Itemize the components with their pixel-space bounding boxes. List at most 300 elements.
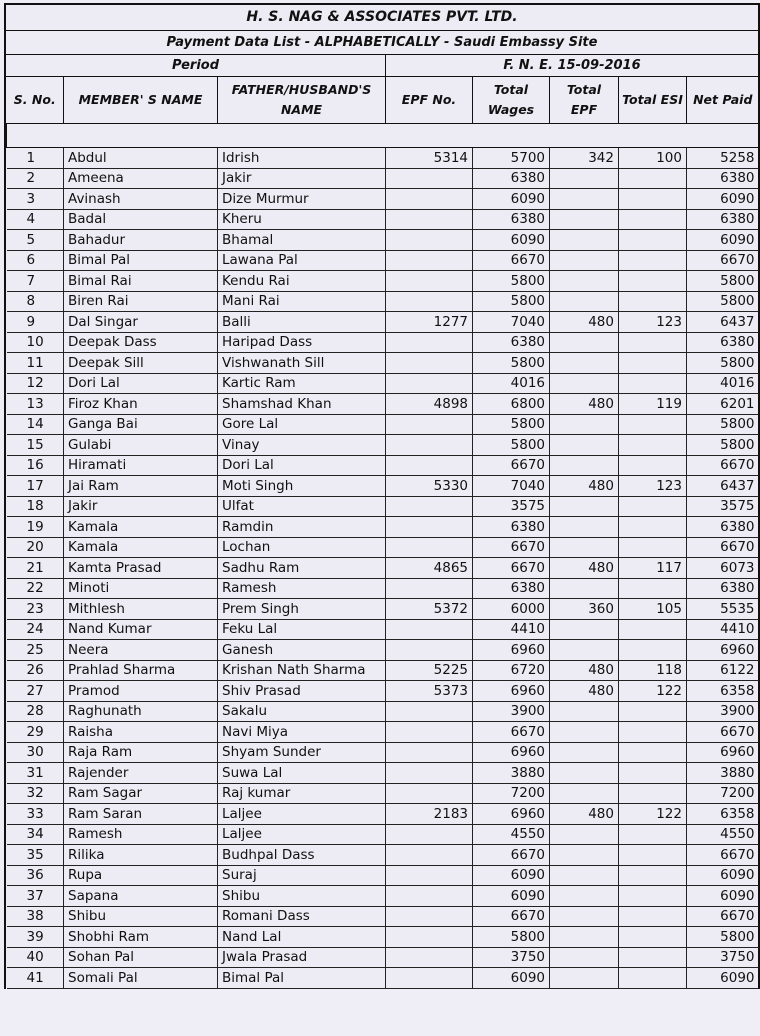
- cell-total-esi: [619, 742, 687, 763]
- cell-total-wages: 6960: [473, 640, 550, 661]
- cell-father-name: Dize Murmur: [218, 189, 386, 210]
- cell-total-epf: 480: [550, 394, 619, 415]
- period-value: F. N. E. 15-09-2016: [503, 58, 641, 73]
- cell-net-paid: 5800: [687, 271, 759, 292]
- cell-member-name: Bimal Rai: [64, 271, 218, 292]
- table-row: [7, 722, 759, 743]
- cell-total-wages: 6670: [473, 250, 550, 271]
- cell-total-esi: [619, 271, 687, 292]
- cell-epf-no: [386, 250, 473, 271]
- cell-sno: 21: [7, 558, 64, 579]
- cell-father-name: Shibu: [218, 886, 386, 907]
- cell-net-paid: 6122: [687, 660, 759, 681]
- cell-total-esi: [619, 947, 687, 968]
- cell-member-name: Kamala: [64, 537, 218, 558]
- cell-sno: 14: [7, 414, 64, 435]
- cell-total-epf: 480: [550, 558, 619, 579]
- table-row: [7, 189, 759, 210]
- cell-net-paid: 6670: [687, 537, 759, 558]
- cell-net-paid: 6090: [687, 865, 759, 886]
- cell-total-epf: [550, 537, 619, 558]
- cell-epf-no: [386, 537, 473, 558]
- cell-father-name: Ganesh: [218, 640, 386, 661]
- cell-total-esi: [619, 537, 687, 558]
- cell-father-name: Balli: [218, 312, 386, 333]
- cell-epf-no: [386, 168, 473, 189]
- payment-sheet: [4, 3, 760, 989]
- cell-total-esi: [619, 496, 687, 517]
- cell-total-esi: 117: [619, 558, 687, 579]
- cell-member-name: Dal Singar: [64, 312, 218, 333]
- cell-net-paid: 6090: [687, 886, 759, 907]
- cell-father-name: Kheru: [218, 209, 386, 230]
- cell-total-epf: [550, 168, 619, 189]
- cell-total-wages: 6090: [473, 886, 550, 907]
- cell-total-epf: [550, 783, 619, 804]
- table-row: [7, 578, 759, 599]
- cell-total-epf: [550, 230, 619, 251]
- cell-epf-no: [386, 865, 473, 886]
- cell-father-name: Jwala Prasad: [218, 947, 386, 968]
- cell-total-esi: [619, 968, 687, 989]
- cell-net-paid: 6437: [687, 476, 759, 497]
- cell-total-epf: 480: [550, 660, 619, 681]
- cell-total-esi: [619, 701, 687, 722]
- cell-epf-no: [386, 291, 473, 312]
- cell-total-epf: 480: [550, 681, 619, 702]
- cell-total-wages: 6960: [473, 804, 550, 825]
- cell-sno: 19: [7, 517, 64, 538]
- cell-net-paid: 6380: [687, 168, 759, 189]
- cell-sno: 27: [7, 681, 64, 702]
- cell-total-epf: [550, 947, 619, 968]
- cell-total-wages: 3750: [473, 947, 550, 968]
- cell-father-name: Shyam Sunder: [218, 742, 386, 763]
- cell-father-name: Idrish: [218, 148, 386, 169]
- cell-father-name: Lochan: [218, 537, 386, 558]
- cell-father-name: Moti Singh: [218, 476, 386, 497]
- cell-sno: 9: [7, 312, 64, 333]
- cell-net-paid: 5800: [687, 435, 759, 456]
- cell-father-name: Sadhu Ram: [218, 558, 386, 579]
- cell-total-esi: [619, 845, 687, 866]
- cell-total-esi: 122: [619, 681, 687, 702]
- cell-epf-no: [386, 332, 473, 353]
- cell-member-name: Firoz Khan: [64, 394, 218, 415]
- col-header-epf-no: EPF No.: [386, 77, 473, 124]
- cell-total-epf: [550, 906, 619, 927]
- cell-father-name: Kartic Ram: [218, 373, 386, 394]
- cell-total-esi: [619, 578, 687, 599]
- cell-epf-no: [386, 619, 473, 640]
- cell-father-name: Nand Lal: [218, 927, 386, 948]
- table-row: [7, 209, 759, 230]
- cell-total-epf: [550, 271, 619, 292]
- cell-net-paid: 6380: [687, 578, 759, 599]
- cell-member-name: Ganga Bai: [64, 414, 218, 435]
- cell-total-epf: [550, 250, 619, 271]
- cell-net-paid: 6201: [687, 394, 759, 415]
- cell-total-wages: 6380: [473, 209, 550, 230]
- cell-sno: 31: [7, 763, 64, 784]
- cell-total-esi: [619, 619, 687, 640]
- table-row: [7, 250, 759, 271]
- table-row: [7, 763, 759, 784]
- cell-sno: 1: [7, 148, 64, 169]
- table-row: [7, 599, 759, 620]
- cell-total-wages: 6670: [473, 845, 550, 866]
- table-row: [7, 517, 759, 538]
- cell-total-esi: [619, 373, 687, 394]
- table-row: [7, 558, 759, 579]
- cell-net-paid: 5535: [687, 599, 759, 620]
- cell-father-name: Laljee: [218, 824, 386, 845]
- table-row: [7, 414, 759, 435]
- table-row: [7, 906, 759, 927]
- cell-father-name: Shamshad Khan: [218, 394, 386, 415]
- cell-total-esi: [619, 332, 687, 353]
- cell-total-esi: [619, 230, 687, 251]
- cell-epf-no: 4865: [386, 558, 473, 579]
- cell-total-wages: 6800: [473, 394, 550, 415]
- cell-total-epf: 480: [550, 804, 619, 825]
- cell-total-epf: [550, 414, 619, 435]
- table-row: [7, 742, 759, 763]
- cell-epf-no: [386, 968, 473, 989]
- cell-total-esi: [619, 455, 687, 476]
- cell-total-epf: [550, 968, 619, 989]
- cell-member-name: Deepak Sill: [64, 353, 218, 374]
- cell-member-name: Bahadur: [64, 230, 218, 251]
- cell-total-epf: [550, 435, 619, 456]
- cell-member-name: Nand Kumar: [64, 619, 218, 640]
- cell-member-name: Biren Rai: [64, 291, 218, 312]
- cell-father-name: Suraj: [218, 865, 386, 886]
- cell-epf-no: [386, 886, 473, 907]
- cell-total-epf: [550, 845, 619, 866]
- cell-sno: 32: [7, 783, 64, 804]
- cell-total-epf: [550, 332, 619, 353]
- cell-total-esi: 118: [619, 660, 687, 681]
- cell-total-epf: [550, 742, 619, 763]
- cell-father-name: Feku Lal: [218, 619, 386, 640]
- cell-father-name: Gore Lal: [218, 414, 386, 435]
- table-row: [7, 312, 759, 333]
- cell-total-epf: [550, 865, 619, 886]
- cell-net-paid: 6960: [687, 742, 759, 763]
- cell-member-name: Deepak Dass: [64, 332, 218, 353]
- cell-sno: 13: [7, 394, 64, 415]
- cell-member-name: Raghunath: [64, 701, 218, 722]
- cell-total-wages: 6670: [473, 537, 550, 558]
- cell-total-wages: 3880: [473, 763, 550, 784]
- cell-net-paid: 5800: [687, 927, 759, 948]
- table-row: [7, 353, 759, 374]
- cell-sno: 24: [7, 619, 64, 640]
- table-row: [7, 845, 759, 866]
- cell-epf-no: 5314: [386, 148, 473, 169]
- cell-total-epf: [550, 455, 619, 476]
- cell-member-name: Ram Sagar: [64, 783, 218, 804]
- cell-epf-no: [386, 578, 473, 599]
- cell-total-wages: 3575: [473, 496, 550, 517]
- cell-net-paid: 3900: [687, 701, 759, 722]
- cell-total-wages: 6960: [473, 742, 550, 763]
- cell-total-wages: 5800: [473, 291, 550, 312]
- cell-member-name: Ameena: [64, 168, 218, 189]
- cell-epf-no: [386, 722, 473, 743]
- period-row: [6, 55, 758, 77]
- cell-sno: 20: [7, 537, 64, 558]
- table-row: [7, 968, 759, 989]
- cell-total-epf: [550, 291, 619, 312]
- cell-father-name: Sakalu: [218, 701, 386, 722]
- cell-total-wages: 6090: [473, 865, 550, 886]
- cell-epf-no: [386, 517, 473, 538]
- table-row: [7, 701, 759, 722]
- cell-total-wages: 5700: [473, 148, 550, 169]
- cell-total-epf: [550, 701, 619, 722]
- cell-total-epf: [550, 824, 619, 845]
- cell-sno: 38: [7, 906, 64, 927]
- cell-member-name: Hiramati: [64, 455, 218, 476]
- table-row: [7, 824, 759, 845]
- table-row: [7, 783, 759, 804]
- cell-father-name: Shiv Prasad: [218, 681, 386, 702]
- cell-total-wages: 5800: [473, 353, 550, 374]
- cell-sno: 5: [7, 230, 64, 251]
- col-header-net: Net Paid: [687, 77, 759, 124]
- cell-epf-no: [386, 455, 473, 476]
- table-row: [7, 271, 759, 292]
- table-row: [7, 455, 759, 476]
- cell-total-esi: 100: [619, 148, 687, 169]
- cell-net-paid: 6380: [687, 332, 759, 353]
- cell-total-wages: 6380: [473, 517, 550, 538]
- cell-net-paid: 6358: [687, 681, 759, 702]
- cell-net-paid: 6670: [687, 250, 759, 271]
- cell-sno: 25: [7, 640, 64, 661]
- table-row: [7, 886, 759, 907]
- cell-total-esi: [619, 250, 687, 271]
- cell-net-paid: 5258: [687, 148, 759, 169]
- cell-member-name: Jai Ram: [64, 476, 218, 497]
- cell-net-paid: 5800: [687, 414, 759, 435]
- cell-epf-no: [386, 496, 473, 517]
- cell-sno: 6: [7, 250, 64, 271]
- cell-sno: 28: [7, 701, 64, 722]
- cell-member-name: Kamta Prasad: [64, 558, 218, 579]
- cell-member-name: Rupa: [64, 865, 218, 886]
- table-row: [7, 332, 759, 353]
- table-row: [7, 496, 759, 517]
- col-header-father: FATHER/HUSBAND'S NAME: [218, 77, 386, 124]
- cell-father-name: Kendu Rai: [218, 271, 386, 292]
- cell-total-wages: 4550: [473, 824, 550, 845]
- cell-total-esi: [619, 517, 687, 538]
- cell-net-paid: 3750: [687, 947, 759, 968]
- cell-net-paid: 6073: [687, 558, 759, 579]
- cell-total-epf: [550, 496, 619, 517]
- cell-member-name: Prahlad Sharma: [64, 660, 218, 681]
- cell-sno: 10: [7, 332, 64, 353]
- cell-member-name: Shobhi Ram: [64, 927, 218, 948]
- table-row: [7, 681, 759, 702]
- cell-total-esi: [619, 291, 687, 312]
- table-row: [7, 947, 759, 968]
- cell-total-wages: 5800: [473, 414, 550, 435]
- cell-father-name: Bimal Pal: [218, 968, 386, 989]
- list-subtitle: Payment Data List - ALPHABETICALLY - Saudi Embassy Site: [6, 31, 758, 55]
- cell-net-paid: 4550: [687, 824, 759, 845]
- cell-net-paid: 7200: [687, 783, 759, 804]
- cell-sno: 11: [7, 353, 64, 374]
- cell-member-name: Jakir: [64, 496, 218, 517]
- cell-net-paid: 6437: [687, 312, 759, 333]
- company-title: H. S. NAG & ASSOCIATES PVT. LTD.: [6, 5, 758, 31]
- cell-total-esi: 123: [619, 476, 687, 497]
- cell-total-wages: 6670: [473, 558, 550, 579]
- cell-net-paid: 5800: [687, 291, 759, 312]
- cell-total-wages: 6380: [473, 332, 550, 353]
- cell-member-name: Raja Ram: [64, 742, 218, 763]
- cell-total-wages: 5800: [473, 271, 550, 292]
- cell-net-paid: 6960: [687, 640, 759, 661]
- cell-member-name: Raisha: [64, 722, 218, 743]
- cell-total-epf: [550, 763, 619, 784]
- cell-net-paid: 6090: [687, 968, 759, 989]
- cell-total-epf: [550, 189, 619, 210]
- cell-epf-no: [386, 435, 473, 456]
- cell-total-wages: 6670: [473, 722, 550, 743]
- cell-epf-no: 5373: [386, 681, 473, 702]
- cell-epf-no: [386, 742, 473, 763]
- cell-net-paid: 6090: [687, 230, 759, 251]
- cell-father-name: Romani Dass: [218, 906, 386, 927]
- cell-total-esi: [619, 353, 687, 374]
- table-row: [7, 168, 759, 189]
- cell-epf-no: [386, 927, 473, 948]
- cell-father-name: Haripad Dass: [218, 332, 386, 353]
- cell-total-wages: 4016: [473, 373, 550, 394]
- cell-net-paid: 6670: [687, 455, 759, 476]
- cell-total-wages: 3900: [473, 701, 550, 722]
- cell-member-name: Ramesh: [64, 824, 218, 845]
- cell-epf-no: [386, 824, 473, 845]
- cell-net-paid: 5800: [687, 353, 759, 374]
- cell-father-name: Dori Lal: [218, 455, 386, 476]
- cell-total-wages: 6670: [473, 906, 550, 927]
- cell-member-name: Somali Pal: [64, 968, 218, 989]
- cell-sno: 12: [7, 373, 64, 394]
- cell-total-esi: [619, 722, 687, 743]
- table-row: [7, 660, 759, 681]
- cell-sno: 18: [7, 496, 64, 517]
- cell-total-esi: [619, 865, 687, 886]
- table-row: [7, 804, 759, 825]
- col-header-epf: Total EPF: [550, 77, 619, 124]
- cell-total-wages: 6720: [473, 660, 550, 681]
- cell-epf-no: [386, 845, 473, 866]
- cell-total-wages: 6670: [473, 455, 550, 476]
- cell-sno: 22: [7, 578, 64, 599]
- cell-member-name: Sapana: [64, 886, 218, 907]
- period-label: Period: [6, 55, 386, 76]
- cell-total-epf: [550, 619, 619, 640]
- table-row: [7, 394, 759, 415]
- cell-father-name: Bhamal: [218, 230, 386, 251]
- col-header-esi: Total ESI: [619, 77, 687, 124]
- cell-total-esi: 105: [619, 599, 687, 620]
- cell-member-name: Sohan Pal: [64, 947, 218, 968]
- cell-father-name: Mani Rai: [218, 291, 386, 312]
- cell-net-paid: 6670: [687, 845, 759, 866]
- cell-epf-no: [386, 209, 473, 230]
- cell-father-name: Ramdin: [218, 517, 386, 538]
- cell-epf-no: 2183: [386, 804, 473, 825]
- cell-total-wages: 6090: [473, 189, 550, 210]
- cell-father-name: Navi Miya: [218, 722, 386, 743]
- cell-total-esi: [619, 763, 687, 784]
- cell-total-wages: 5800: [473, 927, 550, 948]
- cell-total-esi: [619, 886, 687, 907]
- cell-total-wages: 7040: [473, 312, 550, 333]
- cell-total-wages: 7200: [473, 783, 550, 804]
- col-header-member: MEMBER' S NAME: [64, 77, 218, 124]
- cell-member-name: Avinash: [64, 189, 218, 210]
- cell-sno: 33: [7, 804, 64, 825]
- cell-father-name: Lawana Pal: [218, 250, 386, 271]
- cell-sno: 8: [7, 291, 64, 312]
- cell-total-wages: 6380: [473, 168, 550, 189]
- cell-net-paid: 3880: [687, 763, 759, 784]
- cell-sno: 16: [7, 455, 64, 476]
- cell-sno: 4: [7, 209, 64, 230]
- cell-father-name: Suwa Lal: [218, 763, 386, 784]
- cell-member-name: Rilika: [64, 845, 218, 866]
- cell-member-name: Kamala: [64, 517, 218, 538]
- cell-net-paid: 6090: [687, 189, 759, 210]
- cell-sno: 41: [7, 968, 64, 989]
- cell-net-paid: 6380: [687, 209, 759, 230]
- cell-sno: 7: [7, 271, 64, 292]
- cell-net-paid: 4410: [687, 619, 759, 640]
- cell-total-wages: 6090: [473, 230, 550, 251]
- cell-net-paid: 3575: [687, 496, 759, 517]
- cell-total-wages: 6960: [473, 681, 550, 702]
- col-header-sno: S. No.: [7, 77, 64, 124]
- cell-epf-no: [386, 906, 473, 927]
- table-header-row: [7, 77, 759, 124]
- cell-member-name: Badal: [64, 209, 218, 230]
- cell-sno: 29: [7, 722, 64, 743]
- cell-total-esi: 122: [619, 804, 687, 825]
- cell-total-epf: [550, 886, 619, 907]
- col-header-wages: Total Wages: [473, 77, 550, 124]
- cell-net-paid: 6670: [687, 906, 759, 927]
- cell-epf-no: 4898: [386, 394, 473, 415]
- cell-total-esi: 119: [619, 394, 687, 415]
- cell-total-epf: [550, 640, 619, 661]
- cell-member-name: Dori Lal: [64, 373, 218, 394]
- cell-total-esi: [619, 189, 687, 210]
- cell-epf-no: 1277: [386, 312, 473, 333]
- cell-total-epf: 480: [550, 312, 619, 333]
- cell-member-name: Bimal Pal: [64, 250, 218, 271]
- cell-net-paid: 6380: [687, 517, 759, 538]
- cell-father-name: Prem Singh: [218, 599, 386, 620]
- cell-epf-no: 5330: [386, 476, 473, 497]
